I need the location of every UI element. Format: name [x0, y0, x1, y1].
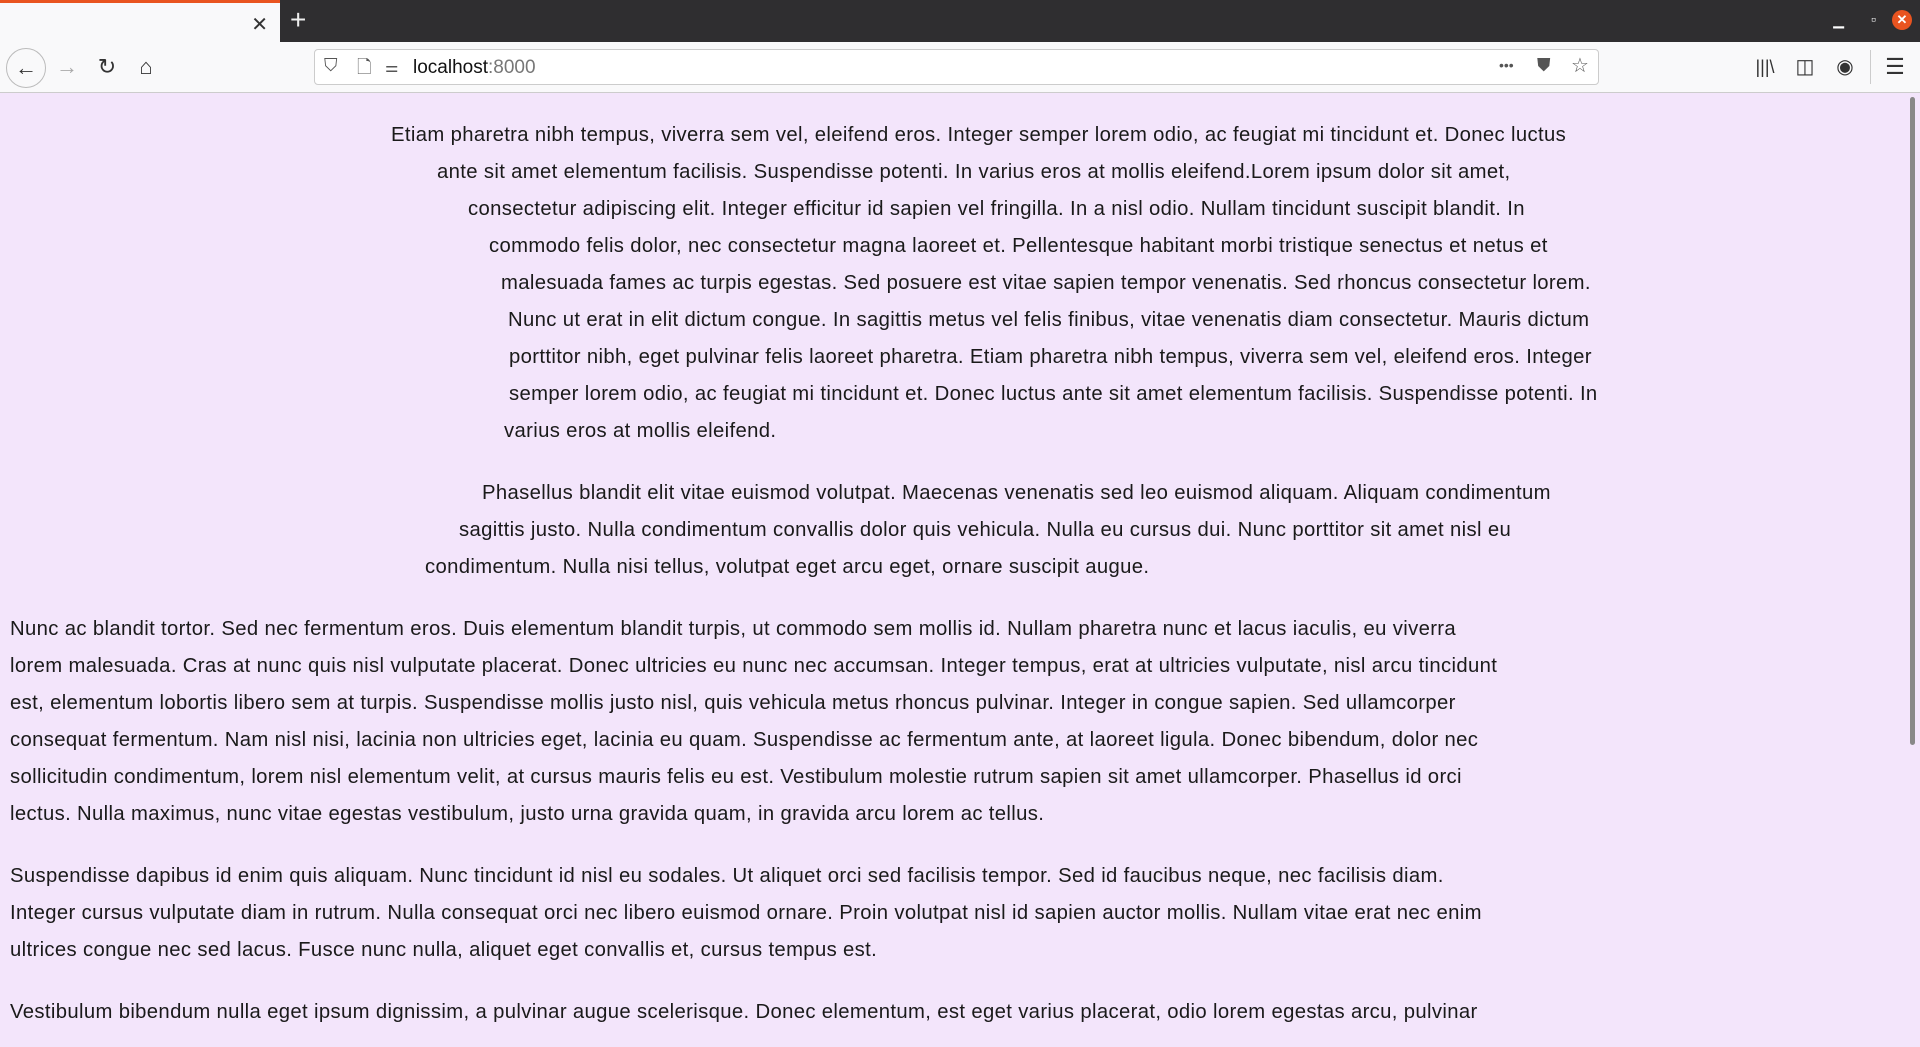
text-line: Phasellus blandit elit vitae euismod volutpat. Maecenas venenatis sed leo euismod aliquam. Aliquam condimentum — [482, 482, 1551, 504]
back-button[interactable]: ← — [6, 48, 46, 88]
paragraph-2 — [0, 475, 1905, 586]
text-line: Etiam pharetra nibh tempus, viverra sem vel, eleifend eros. Integer semper lorem odio, ac feugiat mi tincidunt et. Donec luctus — [391, 124, 1567, 146]
text-line: Nunc ac blandit tortor. Sed nec fermentum eros. Duis elementum blandit turpis, ut commodo sem mollis id. Nullam pharetra nunc et lacus iaculis, eu viverra — [10, 618, 1457, 640]
tab-bar — [0, 0, 1920, 42]
navigation-toolbar — [0, 42, 1920, 93]
toolbar-divider — [1870, 50, 1871, 84]
library-icon[interactable]: |||\ — [1755, 57, 1775, 77]
text-line: commodo felis dolor, nec consectetur magna laoreet et. Pellentesque habitant morbi tristique senectus et netus et — [489, 235, 1548, 257]
text-line: ultrices congue nec sed lacus. Fusce nunc nulla, aliquet eget convallis et, cursus tempus est. — [10, 939, 878, 961]
page-actions-icon[interactable]: ••• — [1499, 57, 1514, 73]
text-line: consectetur adipiscing elit. Integer efficitur id sapien vel fringilla. In a nisl odio. Nullam tincidunt suscipit blandit. In — [468, 198, 1525, 220]
url-port: :8000 — [488, 57, 536, 78]
page-content — [0, 93, 1905, 1047]
text-line: condimentum. Nulla nisi tellus, volutpat eget arcu eget, ornare suscipit augue. — [425, 556, 1150, 578]
page-icon[interactable]: 🗋 — [357, 57, 372, 77]
text-line: lorem malesuada. Cras at nunc quis nisl vulputate placerat. Donec ultricies eu nunc nec accumsan. Integer tempus, erat at ultricies vulputate, nisl arcu tincidunt — [10, 655, 1498, 677]
paragraph-3 — [0, 611, 1905, 833]
url-host: localhost — [413, 57, 488, 78]
scrollbar-thumb[interactable] — [1910, 97, 1915, 745]
text-line: sagittis justo. Nulla condimentum convallis dolor quis vehicula. Nulla eu cursus dui. Nunc porttitor sit amet nisl eu — [459, 519, 1512, 541]
vertical-scrollbar[interactable] — [1905, 93, 1920, 1047]
url-bar[interactable] — [314, 49, 1599, 85]
pocket-icon[interactable]: ⛊ — [1537, 55, 1551, 75]
sidebar-icon[interactable]: ◫ — [1795, 56, 1815, 78]
text-line: sollicitudin condimentum, lorem nisl elementum velit, at cursus mauris felis eu est. Vestibulum molestie rutrum sapien sit amet ullamcorper. Phasellus id orci — [10, 766, 1462, 788]
tracking-shield-icon[interactable]: ⛉ — [324, 55, 338, 75]
window-close-button[interactable]: ✕ — [1892, 10, 1912, 30]
text-line: Vestibulum bibendum nulla eget ipsum dignissim, a pulvinar augue scelerisque. Donec elementum, est eget varius placerat, odio lorem egestas arcu, pulvinar — [10, 1001, 1478, 1023]
text-line: porttitor nibh, eget pulvinar felis laoreet pharetra. Etiam pharetra nibh tempus, viverra sem vel, eleifend eros. Integer — [509, 346, 1592, 368]
text-line: ante sit amet elementum facilisis. Suspendisse potenti. In varius eros at mollis eleifend.Lorem ipsum dolor sit amet, — [437, 161, 1511, 183]
text-line: Integer cursus vulputate diam in rutrum. Nulla consequat orci nec libero euismod ornare. Proin volutpat nisl id sapien auctor mollis. Nullam vitae erat nec enim — [10, 902, 1482, 924]
text-line: est, elementum lobortis libero sem at turpis. Suspendisse mollis justo nisl, quis vehicula metus rhoncus pulvinar. Integer in congue sapien. Sed ullamcorper — [10, 692, 1456, 714]
close-tab-icon[interactable]: ✕ — [251, 14, 268, 36]
minimize-button[interactable]: ▁ — [1833, 12, 1844, 28]
menu-icon[interactable]: ☰ — [1885, 54, 1905, 79]
active-tab[interactable] — [0, 0, 280, 42]
home-button[interactable]: ⌂ — [139, 54, 153, 79]
text-line: Nunc ut erat in elit dictum congue. In sagittis metus vel felis finibus, vitae venenatis diam consectetur. Mauris dictum — [508, 309, 1590, 331]
maximize-button[interactable]: ▫ — [1871, 11, 1876, 27]
paragraph-5 — [0, 994, 1905, 1031]
permissions-icon[interactable]: ⚌ — [385, 59, 399, 76]
text-line: semper lorem odio, ac feugiat mi tincidunt et. Donec luctus ante sit amet elementum facilisis. Suspendisse potenti. In — [509, 383, 1598, 405]
account-icon[interactable]: ◉ — [1836, 56, 1854, 78]
text-line: lectus. Nulla maximus, nunc vitae egestas vestibulum, justo urna gravida quam, in gravida arcu lorem ac tellus. — [10, 803, 1045, 825]
text-line: consequat fermentum. Nam nisl nisi, lacinia non ultricies eget, lacinia eu quam. Suspendisse ac fermentum ante, at laoreet ligula. Donec bibendum, dolor nec — [10, 729, 1479, 751]
bookmark-star-icon[interactable]: ☆ — [1571, 55, 1589, 77]
paragraph-4 — [0, 858, 1905, 969]
url-text[interactable] — [413, 57, 536, 79]
new-tab-button[interactable]: + — [290, 4, 307, 35]
paragraph-1 — [0, 117, 1905, 450]
forward-button[interactable]: → — [56, 54, 78, 79]
text-line: varius eros at mollis eleifend. — [504, 420, 777, 442]
text-line: malesuada fames ac turpis egestas. Sed posuere est vitae sapien tempor venenatis. Sed rhoncus consectetur lorem. — [501, 272, 1591, 294]
reload-button[interactable]: ↻ — [97, 54, 117, 79]
text-line: Suspendisse dapibus id enim quis aliquam. Nunc tincidunt id nisl eu sodales. Ut aliquet orci sed facilisis tempor. Sed id faucibus neque, nec facilisis diam. — [10, 865, 1444, 887]
